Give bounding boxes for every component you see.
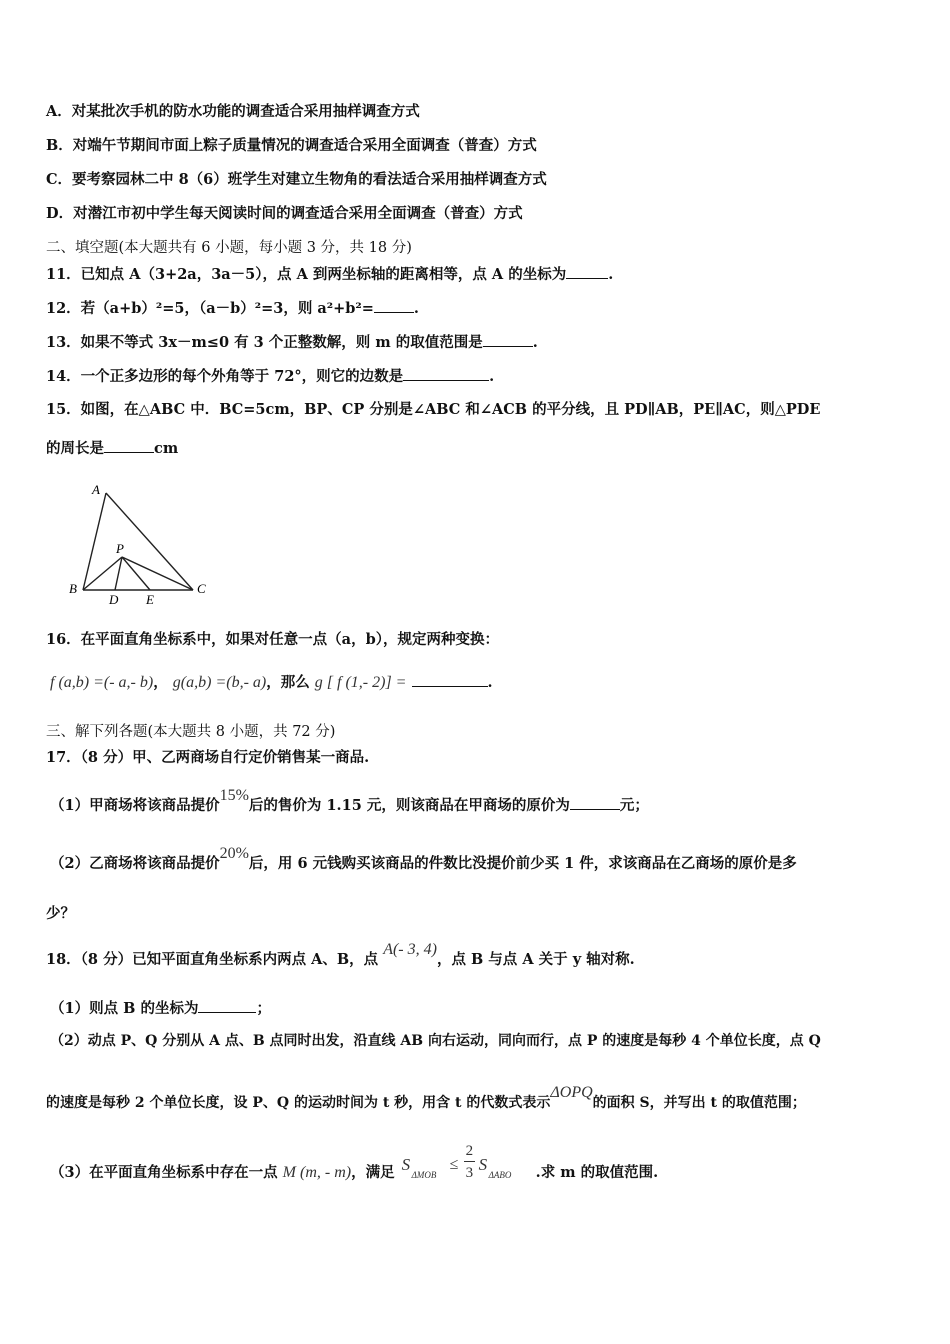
question-15-line2 xyxy=(46,438,178,459)
section2-heading: 二、填空题(本大题共有 6 小题，每小题 3 分，共 18 分) xyxy=(46,240,412,256)
q18-p2-text: 的速度是每秒 2 个单位长度，设 P、Q 的运动时间为 t 秒，用含 t 的代数式表示 xyxy=(46,1095,551,1111)
question-17-part2 xyxy=(50,845,797,874)
triangle-figure xyxy=(60,478,220,608)
q13-answer-blank[interactable] xyxy=(483,332,533,347)
s-mob-subscript: ΔMOB xyxy=(411,1170,437,1180)
q11-text: 11．已知点 A（3+2a，3a－5），点 A 到两坐标轴的距离相等，点 A 的坐标为 xyxy=(46,266,567,283)
point-m: M (m, - m) xyxy=(282,1164,352,1181)
q17-p1-end: 元； xyxy=(619,797,649,814)
question-16-line2 xyxy=(50,672,493,693)
q12-answer-blank[interactable] xyxy=(374,298,414,313)
fraction-numerator: 2 xyxy=(465,1143,474,1159)
question-14 xyxy=(46,366,494,387)
q18-p1-text: （1）则点 B 的坐标为 xyxy=(50,1000,199,1017)
q12-end: . xyxy=(413,300,419,317)
q17-p1-text: （1）甲商场将该商品提价 xyxy=(50,797,220,814)
question-12 xyxy=(46,298,419,319)
composition-expression: g [ f (1,- 2)] = xyxy=(314,674,407,691)
question-13 xyxy=(46,332,538,353)
segment-pe xyxy=(122,557,150,590)
question-18-part2-line1: （2）动点 P、Q 分别从 A 点、B 点同时出发，沿直线 AB 向右运动，同向而行，点 P 的速度是每秒 4 个单位长度，点 Q xyxy=(50,1033,821,1049)
fraction-denominator: 3 xyxy=(465,1165,474,1181)
edge-ab xyxy=(83,493,106,590)
q18-stem-text: 18．（8 分）已知平面直角坐标系内两点 A、B，点 xyxy=(46,951,379,968)
s-abo-subscript: ΔABO xyxy=(488,1170,512,1180)
question-17-part2-end: 少？ xyxy=(46,905,75,922)
label-d: D xyxy=(109,592,119,607)
f-definition: f (a,b) =(- a,- b) xyxy=(50,674,154,691)
q17-p2-mid: 后，用 6 元钱购买该商品的件数比没提价前少买 1 件，求该商品在乙商场的原价是多 xyxy=(248,855,797,872)
g-definition: g(a,b) =(b,- a) xyxy=(172,674,267,691)
q18-p3-satisfy: ，满足 xyxy=(351,1164,395,1181)
q15-text: 的周长是 xyxy=(46,440,104,457)
q14-answer-blank[interactable] xyxy=(403,366,489,381)
question-18-part2-line2 xyxy=(46,1084,806,1113)
q14-end: . xyxy=(489,368,495,385)
q13-end: . xyxy=(532,334,538,351)
q11-end: . xyxy=(608,266,614,283)
label-b: B xyxy=(69,581,77,596)
q12-text: 12．若（a+b）²=5，（a－b）²=3，则 a²+b²= xyxy=(46,300,374,317)
option-b: B．对端午节期间市面上粽子质量情况的调查适合采用全面调查（普查）方式 xyxy=(46,137,537,154)
option-d: D．对潜江市初中学生每天阅读时间的调查适合采用全面调查（普查）方式 xyxy=(46,205,523,222)
option-c: C．要考察园林二中 8（6）班学生对建立生物角的看法适合采用抽样调查方式 xyxy=(46,171,547,188)
question-18-part1 xyxy=(50,998,271,1019)
q16-answer-blank[interactable] xyxy=(412,672,488,687)
area-inequality xyxy=(400,1143,536,1183)
q14-text: 14．一个正多边形的每个外角等于 72°，则它的边数是 xyxy=(46,368,404,385)
label-p: P xyxy=(116,541,124,556)
q18-p1-answer-blank[interactable] xyxy=(198,998,256,1013)
q18-p3-end: .求 m 的取值范围. xyxy=(535,1164,659,1181)
q18-p3-text: （3）在平面直角坐标系中存在一点 xyxy=(50,1164,278,1181)
q15-unit: cm xyxy=(154,440,179,457)
q16-end: . xyxy=(487,674,493,691)
question-17-part1 xyxy=(50,787,649,816)
q17-p1-mid: 后的售价为 1.15 元，则该商品在甲商场的原价为 xyxy=(248,797,570,814)
option-a: A．对某批次手机的防水功能的调查适合采用抽样调查方式 xyxy=(46,103,420,120)
question-17-stem: 17．（8 分）甲、乙两商场自行定价销售某一商品. xyxy=(46,749,370,766)
q17-p1-answer-blank[interactable] xyxy=(570,795,620,810)
label-a: A xyxy=(92,482,100,497)
q17-p2-percent: 20% xyxy=(219,845,249,862)
s-abo: S xyxy=(478,1155,488,1174)
q11-answer-blank[interactable] xyxy=(566,264,608,279)
q16-sep: ， xyxy=(153,674,168,691)
bisector-cp xyxy=(122,557,193,590)
label-c: C xyxy=(197,581,206,596)
q18-p2-end: 的面积 S，并写出 t 的取值范围； xyxy=(592,1095,806,1111)
q17-p1-percent: 15% xyxy=(219,787,249,804)
question-11 xyxy=(46,264,613,285)
q18-stem-end: ，点 B 与点 A 关于 y 轴对称. xyxy=(436,951,635,968)
leq-sign: ≤ xyxy=(449,1156,459,1173)
triangle-opq: ΔOPQ xyxy=(550,1084,593,1101)
q13-text: 13．如果不等式 3x－m≤0 有 3 个正整数解，则 m 的取值范围是 xyxy=(46,334,483,351)
s-mob: S xyxy=(401,1155,411,1174)
section3-heading: 三、解下列各题(本大题共 8 小题，共 72 分) xyxy=(46,724,336,740)
q16-then: ，那么 xyxy=(266,674,310,691)
question-16-line1: 16．在平面直角坐标系中，如果对任意一点（a，b），规定两种变换： xyxy=(46,631,499,648)
fraction-bar xyxy=(464,1161,475,1162)
question-18-part3 xyxy=(50,1143,659,1183)
q15-answer-blank[interactable] xyxy=(104,438,154,453)
question-18-stem xyxy=(46,941,635,970)
point-a-coordinates: A(- 3, 4) xyxy=(383,941,437,958)
label-e: E xyxy=(146,592,154,607)
q18-p1-end: ； xyxy=(256,1000,271,1017)
q17-p2-text: （2）乙商场将该商品提价 xyxy=(50,855,220,872)
question-15-line1: 15．如图，在△ABC 中．BC=5cm，BP、CP 分别是∠ABC 和∠ACB 的平分线，且 PD∥AB，PE∥AC，则△PDE xyxy=(46,401,821,418)
